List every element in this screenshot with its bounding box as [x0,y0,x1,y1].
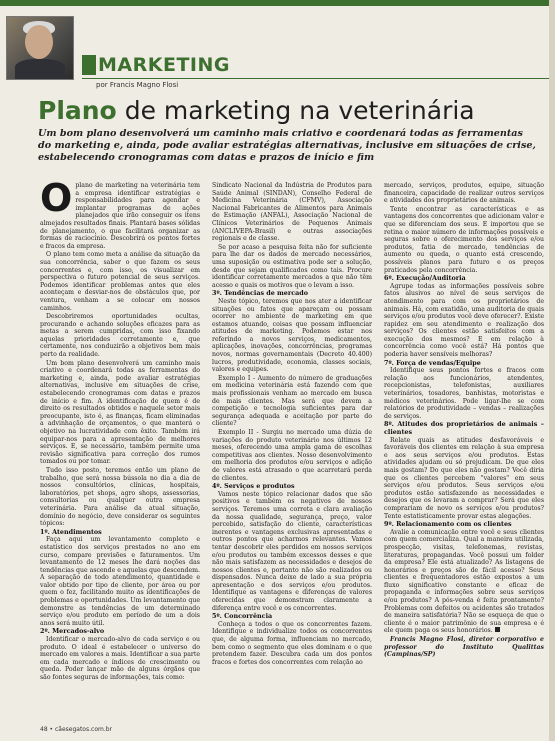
end-mark-icon [495,627,500,632]
paragraph: Vamos neste tópico relacionar dados que são positivos e também os negativos de nossos serviços. Teremos uma correta e clara avaliação da nossa qualidade, segurança, preço, valor percebido, satisfação do cliente, características inerentes e vantagens exclusivas apresentadas e outros pontos que acharmos relevantes. Vamos tentar descobrir eles perdidos em nossos serviços e/ou produtos ou também excessos desses e que não mais satisfazem as necessidades e desejos de nossos clientes e, portanto não são realizados ou dispensados. Nunca deixe de lado a sua própria apresentação e dos serviços e/ou produtos. Identifique as vantagens e diferenças de valores oferecidas que demonstram claramente a diferença entre você e os concorrentes. [212,490,372,612]
author-byline: por Francis Magno Flosi [96,81,179,89]
paragraph: Tudo isso posto, teremos então um plano de trabalho, que será nossa bússola no dia a dia de nossos consultórios, clínicas, hospitais, laboratórios, pet shops, agro shops, assessorias, consultorias ou qualquer outra empresa veterinária. Para análise da atual situação, domínio do negócio, deve considerar os seguintes tópicos: [40,466,200,528]
column-2 [212,182,372,667]
column-3 [384,182,544,660]
paragraph: Neste tópico, teremos que nos ater a identificar situações ou fatos que apareçam ou possam ocorrer no ambiente de marketing em que estamos atuando, coisas que possam influenciar atitudes de marketing. Podemos estar nos referindo a novos serviços, medicamentos, aplicações, inovações, concorrências, programas novos, normas governamentais (Decreto 40.400) lucros, produtividade, economia, classes sociais, valores e equipes. [212,297,372,374]
title-rest: de marketing na veterinária [116,96,475,125]
top-color-bar [0,0,555,6]
paragraph: Sindicato Nacional da Indústria de Produtos para Saúde Animal (SINDAN), Conselho Federal de Medicina Veterinária (CFMV), Associação Nacional Fabricantes de Alimentos para Animais de Estimação (ANFAL), Associação Nacional de Clínicos Veterinários de Pequenos Animais (ANCLIVEPA-Brasil) e outras associações regionais e de classe. [212,182,372,243]
paragraph: Identificar o mercado-alvo de cada serviço e ou produto. O ideal é estabelecer o universo do mercado em valores a mais. Identificar a sua parte em cada mercado e índices de crescimento ou queda. Poder lançar mão de alguns órgãos que são fontes seguras de informações, tais como: [40,636,200,681]
page-edge [549,0,555,741]
section-marker-icon [82,55,96,75]
subheading: 3º. Tendências de mercado [212,289,309,298]
page-header [0,8,555,89]
drop-cap: O [40,176,73,220]
article-title [38,96,475,125]
paragraph: Conheça a todos o que os concorrentes fazem. Identifique e individualize todos os concorrentes que, de alguma forma, influenciam no mercado, bem como o segmento que eles dominam e o que pretendem fazer. Descubra cada um dos pontos fracos e fortes dos concorrentes com relação ao [212,620,372,666]
paragraph: Exemplo II - Surgiu no mercado uma dúzia de variações do produto veterinário nos últimos 12 meses, oferecendo uma ampla gama de escolhas competitivas aos clientes. Nosso desenvolvimento em melhoria dos produtos e/ou serviços e adição de valores está atrasado o que acarretará perda de clientes. [212,429,372,482]
subheading: 9º. Relacionamento com os clientes [384,520,512,529]
paragraph: O plano tem como meta a análise da situação da sua concorrência, saber o que fazem os seus concorrentes e, com isso, os visualizar em perspectiva o futuro potencial de seus serviços. Podemos identificar problemas antes que eles aconteçam e desviar-nos de obstáculos que, por ventura, venham a se colocar em nossos caminhos. [40,251,200,312]
subheading: 6º. Execução/Auditoria [384,274,466,283]
paragraph: Faça aqui um levantamento completo e estatístico dos serviços prestados no ano em curso, compare previsões e faturamentos. Um levantamento de 12 meses lhe dará noções das tendências que ascende e aquelas que descendem. A separação de todo atendimento, quantidade e valor obtido por tipo de cliente, por área ou por quem o fez, facilitando muito as identificações de problemas e oportunidades. Um levantamento que demonstre as tendências de um determinado serviço e/ou produto em período de um a dois anos será muito útil. [40,536,200,627]
author-photo [6,16,74,80]
article-body [40,176,544,722]
page-footer: 48 • cãesegatos.com.br [40,726,113,733]
subheading: 1º. Atendimentos [40,527,102,536]
section-title: MARKETING [98,54,230,76]
paragraph: Relate quais as atitudes desfavoráveis e favoráveis dos clientes em relação à sua empresa e aos seus serviços e/ou produtos. Estas atividades ajudam ou só prejudicam. De que eles mais gostam? Do que eles não gostam? Você diria que os clientes percebem "valores" em seus serviços e/ou produtos. Seus serviços e/ou produtos estão satisfazendo as necessidades e desejos que os levaram a comprar? Será que eles comprariam de novo os serviços e/ou produtos? Tente estatisticamente provar estas alegações. [384,436,544,520]
subheading: 7º. Força de vendas/Equipe [384,358,481,367]
title-accent: Plano [38,96,117,125]
paragraph: mercado, serviços, produtos, equipe, situação financeira, capacidade de realizar outros serviços e atividades dos proprietários de animais. [384,182,544,205]
header-rule [82,78,552,79]
paragraph: Tente encontrar as características e as vantagens dos concorrentes que adicionam valor e que se diferenciam dos seus. E importou que se retina o maior número de informações possíveis e seguras sobre o oferecimento dos serviços e/ou produtos, fatia de mercado, tendências de aumento ou queda, o quanto está crescendo, possíveis planos para futuro e os preços praticados pela concorrência. [384,205,544,274]
subheading: 4º. Serviços e produtos [212,482,295,491]
paragraph: Avalie a comunicação entre você e seus clientes com quem comercializa. Qual a maneira utilizada, prospecção, visitas, telefonemas, revistas, literaturas, propagandas. Você possui um folder da empresa? Ele está atualizado? As listagens de honorários e preços são de fácil acesso? Seus clientes e frequentadores estão expostos a um fluxo significativo constante e eficaz de propaganda e informações sobre seus serviços e/ou produtos? A pós-venda é feita prontamente? Problemas com defeitos ou acidentes são tratados de maneira satisfatória? Não se esqueça de que o cliente é o maior patrimônio de sua empresa e é ele quem paga os seus honorários. [384,528,544,635]
column-1 [40,176,200,683]
paragraph: Agrupe todas as informações possíveis sobre fatos alusivos ao nível de seus serviços de atendimento para com os proprietários de animais. Há, com exatidão, uma auditoria de quais serviços e/ou produtos você deve oferecer?. Existe rapidez em seu atendimento e realização dos serviços? Os clientes estão satisfeitos com a execução dos mesmos? E em relação à concorrência como você está? Há pontos que poderia haver sensíveis melhoras? [384,282,544,359]
paragraph: Identifique seus pontos fortes e fracos com relação aos funcionários, atendentes, recepcionistas, telefonistas, auxiliares veterinários, tosadores, banhistas, motoristas e médicos veterinários. Pode ligar-lhe se com relatórios de produtividade – vendas – realizações de serviços. [384,367,544,420]
paragraph: Descobriremos oportunidades ocultas, procurando e achando soluções eficazes para as metas a serem cumpridas, com isso fixando aquelas prioridades corretamente e, que certamente, nos conduzirão a objetivos bem mais perto da realidade. [40,313,200,359]
subheading: 8º. Atitudes dos proprietários de animais – clientes [384,420,544,436]
author-signature: Francis Magno Flosi, diretor corporativo e professor do Instituto Qualittas (Campinas/SP) [384,636,544,659]
paragraph: Oplano de marketing na veterinária tem a empresa identificar estratégias e responsabilidades para agendar e implantar programas de ações planejados que irão conseguir os itens almejados resultados finais. Plantará bases sólidas de planejamento, o que facilitará organizar as formas de raciocínio. Descobrirá os pontos fortes e fracos da empresa. [40,176,200,250]
subheading: 5º. Concorrência [212,612,273,621]
section-label [82,52,312,78]
subheading: 2º. Mercados-alvo [40,627,105,636]
paragraph: Um bom plano desenvolverá um caminho mais criativo e coordenará todas as ferramentas do marketing e, ainda, pode avaliar estratégias alternativas, inclusive em situações de crise, estabelecendo cronogramas com datas e prazos de início e fim. A identificação de quem é de direito os resultados obtidos e naquele setor mais preocupante, isto é, as finanças, ficam eliminadas a advinhação de orçamentos, o que manterá o objetivo na lucratividade com êxito. Também irá equipar-nos para a apresentação de melhores serviços. E, se necessário, também permite uma revisão significativa para correção dos rumos tomados ou por tomar. [40,359,200,466]
paragraph: Se por acaso a pesquisa feita não for suficiente para lhe dar os dados de mercado necessários, uma suposição ou estimativa pode ser a solução, desde que sejam qualificados como tais. Procure identificar corretamente mercados a que não têm acesso e quais os motivos que o levam a isso. [212,243,372,289]
paragraph: Exemplo I - Aumento do número de graduações em medicina veterinária está fazendo com que mais profissionais venham ao mercado em busca de mais clientes. Mas será que devem a competição e tecnologia suficientes para dar segurança adequada e aceitação por parte do cliente? [212,374,372,428]
article-lead: Um bom plano desenvolverá um caminho mais criativo e coordenará todas as ferramentas do marketing e, ainda, pode avaliar estratégias alternativas, inclusive em situações de crise, estabelecendo cronogramas com datas e prazos de início e fim [38,128,536,163]
